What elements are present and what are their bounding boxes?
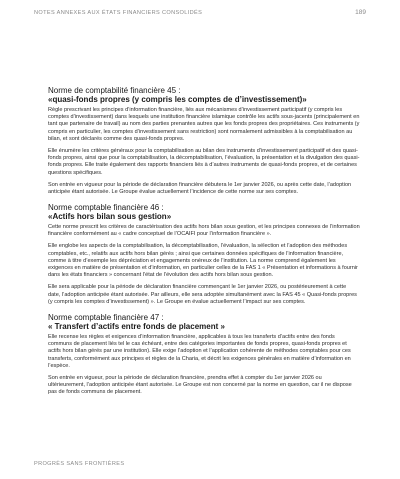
footer-text: PROGRÈS SANS FRONTIÈRES — [34, 461, 125, 467]
paragraph: Règle prescrivant les principes d’information financière, liés aux mécanismes d’investissement participatif (y compris les comptes d’investissement) dans lesquels une institution financière islamique contrôle les actifs sous-jacents (principalement en tant que partenaire de travail) au nom des parties prenantes autres que les fonds propres des propriétaires. Ces instruments (y compris en particulier, les comptes d’investissement sans restriction) sont normalement admissibles à la comptabilisation au bilan, et sont déclarés comme des quasi-fonds propres. — [48, 106, 360, 142]
paragraph: Son entrée en vigueur pour la période de déclaration financière débutera le 1er janvier 2026, ou après cette date, l’adoption anticipée étant autorisée. Le Groupe évalue actuellement l’incidence de cette norme sur ses comptes. — [48, 181, 352, 195]
section-fas-46 — [48, 203, 360, 306]
paragraph: Elle englobe les aspects de la comptabilisation, la décomptabilisation, l’évaluation, la sélection et l’adoption des méthodes comptables, etc., relatifs aux actifs hors bilan gérés ; ainsi que certaines données spécifiques de l’information financière, comme à titre d’exemple les dépréciation et engagements onéreux de l’institution. La norme comprend également les exigences en matière de présentation et d’information, en particulier celles de la FAS 1 « Présentation et informations à fournir dans les états financiers » concernant l’état de l’évolution des actifs hors bilan sous gestion. — [48, 243, 358, 279]
page-number: 189 — [355, 9, 366, 16]
paragraph: Elle énumère les critères généraux pour la comptabilisation au bilan des instruments d’investissement participatif et des quasi-fonds propres, ainsi que pour la comptabilisation, la décomptabilisation, l’évaluation, la présentation et la divulgation des quasi-fonds propres. Elle traite également des rapports financiers liés à d’autres instruments de quasi-fonds propres, et de certaines questions spécifiques. — [48, 147, 360, 176]
running-header: NOTES ANNEXES AUX ÉTATS FINANCIERS CONSOLIDÉS — [34, 10, 203, 16]
paragraph: Elle recense les règles et exigences d’information financière, applicables à tous les transferts d’actifs entre des fonds communs de placement liés tel le cas échéant, entre des catégories importantes de fonds propres, quasi-fonds propres et actifs hors bilan gérés par une institution). Elle exige l’adoption et l’application cohérente de méthodes comptables pour ces transferts, conformément aux principes et règles de la Charia, et décrit les exigences générales en matière d’information en l’espèce. — [48, 333, 351, 369]
paragraph: Cette norme prescrit les critères de caractérisation des actifs hors bilan sous gestion, et les principes connexes de l’information financière conformément au « cadre conceptuel de l’OCAIFI pour l’information financière ». — [48, 224, 360, 238]
paragraph: Elle sera applicable pour la période de déclaration financière commençant le 1er janvier 2026, ou postérieurement à cette date, l’adoption anticipée étant autorisée. Par ailleurs, elle sera adoptée simultanément avec la FAS 45 « Quasi-fonds propres (y compris les comptes d’investissement) ». Le Groupe en évalue actuellement l’impact sur ses comptes. — [48, 284, 357, 305]
section-title: Norme comptable financière 46 : — [48, 203, 164, 213]
section-fas-45 — [48, 86, 360, 196]
section-title: Norme comptable financière 47 : — [48, 313, 164, 323]
section-subtitle: « Transfert d’actifs entre fonds de placement » — [48, 322, 225, 332]
section-title: Norme de comptabilité financière 45 : — [48, 86, 181, 95]
main-content — [48, 86, 360, 404]
section-subtitle: «quasi-fonds propres (y compris les comptes de d’investissement)» — [48, 95, 307, 105]
section-subtitle: «Actifs hors bilan sous gestion» — [48, 212, 172, 222]
paragraph: Son entrée en vigueur, pour la période de déclaration financière, prendra effet à compter du 1er janvier 2026 ou ultérieurement, l’adoption anticipée étant autorisée. Le Groupe est non concerné par la norme en question, car il ne dispose pas de fonds communs de placement. — [48, 375, 352, 396]
section-fas-47 — [48, 313, 360, 397]
